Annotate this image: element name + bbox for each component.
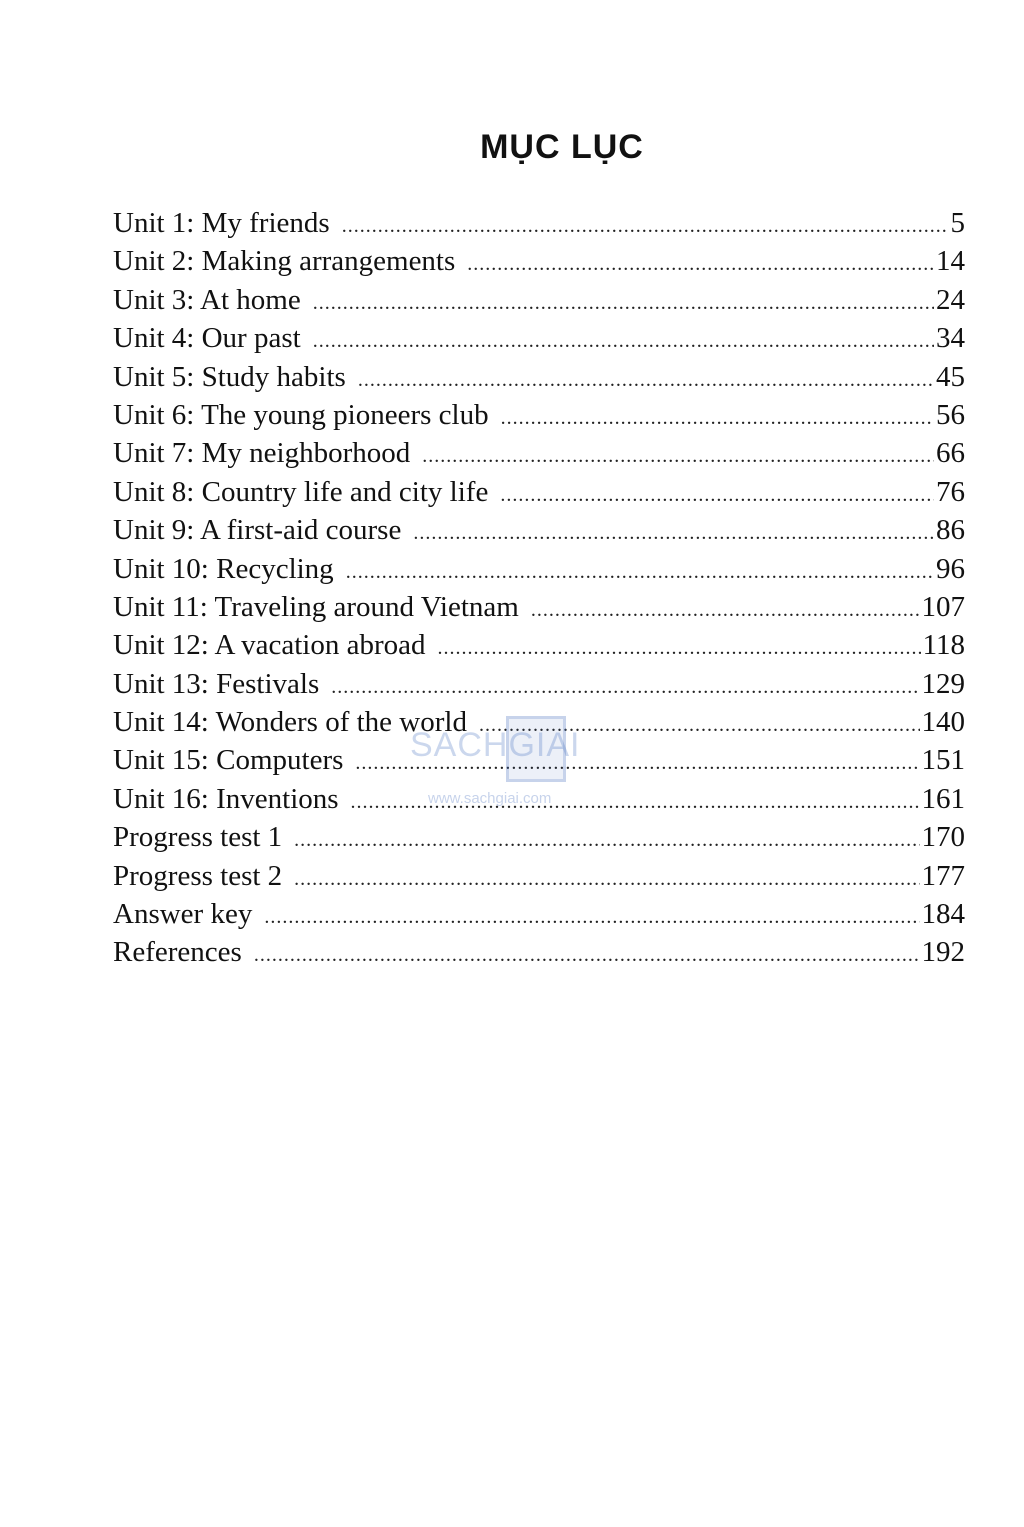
toc-entry-label: Unit 13: Festivals: [113, 667, 320, 700]
toc-entry-page: 5: [950, 207, 965, 239]
toc-entry: [113, 703, 965, 741]
toc-entry: [113, 895, 965, 933]
toc-entry-page: 45: [936, 360, 965, 393]
toc-entry-page: 170: [921, 821, 965, 854]
toc-entry-page: 129: [921, 667, 965, 700]
toc-entry: [113, 473, 965, 511]
toc-entry-page: 161: [921, 782, 965, 815]
toc-entry-label: Unit 6: The young pioneers club: [113, 398, 489, 431]
toc-entry: [113, 588, 965, 626]
toc-entry-page: 76: [936, 475, 965, 508]
dot-leader: [254, 936, 920, 974]
toc-entry-page: 96: [936, 552, 965, 585]
toc-entry-label: References: [113, 936, 242, 969]
toc-entry: [113, 434, 965, 472]
dot-leader: [531, 591, 920, 629]
toc-entry: [113, 358, 965, 396]
toc-entry-label: Unit 5: Study habits: [113, 360, 346, 393]
dot-leader: [264, 898, 919, 936]
toc-entry-label: Progress test 2: [113, 859, 283, 892]
toc-entry: [113, 780, 965, 818]
page-title: MỤC LỤC: [480, 128, 644, 166]
toc-entry: [113, 281, 965, 319]
toc-entry-page: 192: [921, 936, 965, 969]
toc-entry-label: Unit 9: A first-aid course: [113, 514, 402, 547]
toc-entry: [113, 933, 965, 971]
table-of-contents: [113, 204, 965, 972]
toc-entry-page: 86: [936, 514, 965, 547]
toc-entry: [113, 242, 965, 280]
toc-entry-label: Unit 7: My neighborhood: [113, 437, 411, 470]
toc-entry-label: Unit 8: Country life and city life: [113, 475, 489, 508]
toc-entry-label: Unit 10: Recycling: [113, 552, 334, 585]
dot-leader: [438, 629, 921, 667]
toc-entry-label: Unit 16: Inventions: [113, 782, 339, 815]
dot-leader: [467, 245, 934, 283]
toc-entry-label: Unit 1: My friends: [113, 207, 330, 239]
dot-leader: [413, 514, 934, 552]
toc-entry-page: 24: [936, 283, 965, 316]
toc-entry: [113, 319, 965, 357]
toc-entry-page: 118: [922, 629, 965, 662]
dot-leader: [358, 361, 934, 399]
toc-entry: [113, 550, 965, 588]
dot-leader: [351, 783, 920, 821]
toc-entry: [113, 857, 965, 895]
toc-entry-page: 184: [921, 898, 965, 931]
dot-leader: [294, 821, 919, 859]
watermark-url: www.sachgiai.com: [428, 790, 552, 807]
watermark-logo-text: SACHGIAI: [410, 726, 581, 764]
toc-entry: [113, 396, 965, 434]
dot-leader: [342, 207, 949, 245]
toc-entry: [113, 511, 965, 549]
dot-leader: [479, 706, 920, 744]
toc-entry-page: 34: [936, 322, 965, 355]
toc-entry-page: 177: [921, 859, 965, 892]
toc-entry-page: 151: [921, 744, 965, 777]
dot-leader: [313, 284, 934, 322]
dot-leader: [500, 476, 934, 514]
toc-entry-page: 140: [921, 706, 965, 739]
dot-leader: [294, 860, 919, 898]
dot-leader: [313, 322, 934, 360]
toc-entry-label: Unit 12: A vacation abroad: [113, 629, 426, 662]
toc-entry-label: Unit 2: Making arrangements: [113, 245, 456, 278]
toc-entry-label: Unit 11: Traveling around Vietnam: [113, 590, 519, 623]
toc-entry-label: Unit 15: Computers: [113, 744, 344, 777]
toc-entry-label: Progress test 1: [113, 821, 283, 854]
toc-entry: [113, 818, 965, 856]
toc-entry-page: 66: [936, 437, 965, 470]
toc-entry-page: 107: [921, 590, 965, 623]
dot-leader: [355, 744, 919, 782]
toc-entry-label: Unit 4: Our past: [113, 322, 301, 355]
dot-leader: [346, 553, 934, 591]
dot-leader: [331, 668, 919, 706]
toc-entry-label: Unit 14: Wonders of the world: [113, 706, 467, 739]
dot-leader: [422, 437, 934, 475]
toc-entry-page: 14: [936, 245, 965, 278]
toc-entry: [113, 741, 965, 779]
toc-entry-page: 56: [936, 398, 965, 431]
toc-entry: [113, 204, 965, 242]
dot-leader: [501, 399, 934, 437]
toc-entry: [113, 665, 965, 703]
toc-entry-label: Answer key: [113, 898, 253, 931]
toc-entry: [113, 626, 965, 664]
toc-entry-label: Unit 3: At home: [113, 283, 301, 316]
